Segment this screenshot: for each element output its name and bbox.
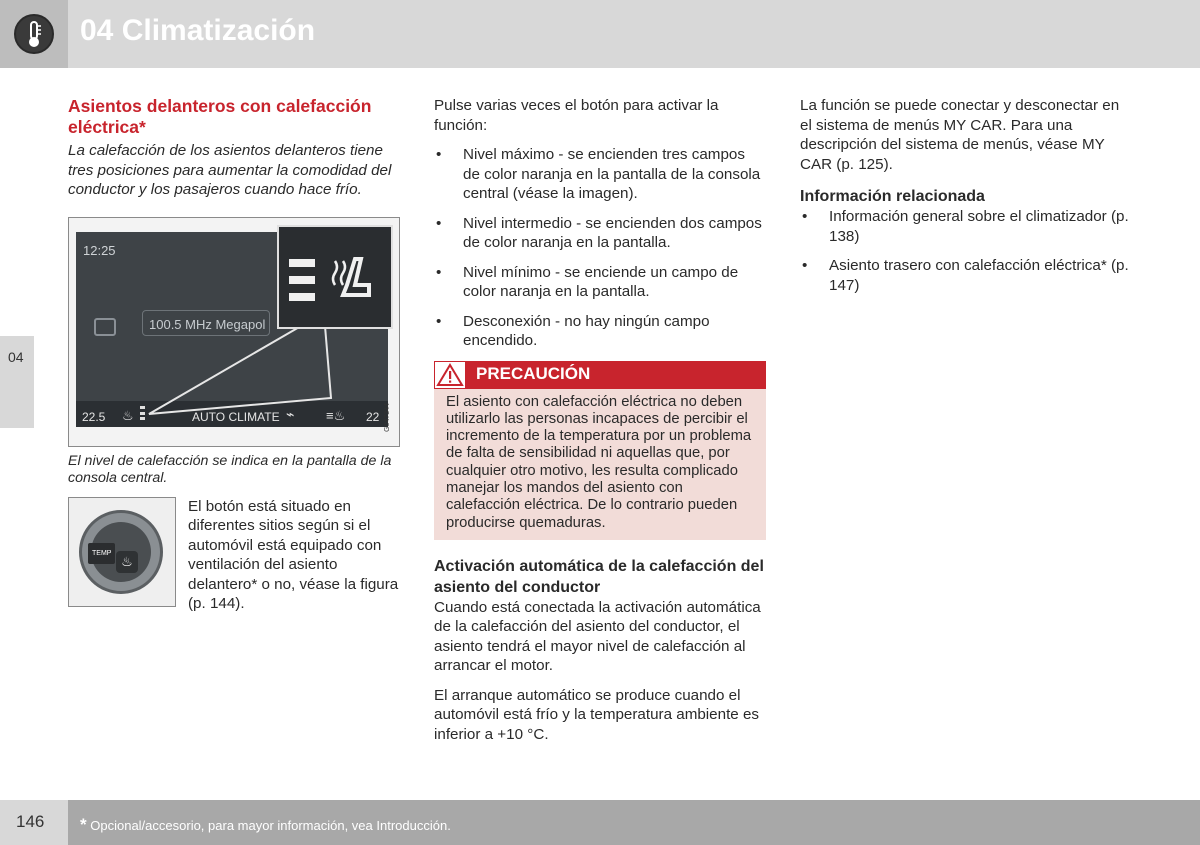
section-title: Asientos delanteros con calefacción eléctrica* xyxy=(68,96,372,137)
temp-right: 22 xyxy=(366,409,380,424)
chapter-tab xyxy=(0,336,34,428)
warning-header xyxy=(434,361,766,389)
seat-heat-left-icon: ♨ xyxy=(122,407,134,423)
temp-left: 22.5 xyxy=(82,409,106,424)
column-2 xyxy=(434,96,766,754)
seat-heat-right-icon: ≡♨ xyxy=(326,407,346,423)
warning-text: El asiento con calefacción eléctrica no deben utilizarlo las personas incapaces de percibir el incremento de la temperatura por un problema de falta de sensibilidad ni aquellas que, por cualquier otro motivo, les resulta complicado manejar los mandos del asiento con calefacción eléctrica. De lo contrario pueden producirse quemaduras. xyxy=(446,393,752,531)
page-title: 04 Climatización xyxy=(80,14,316,47)
mycar-text: La función se puede conectar y desconectar en el sistema de menús MY CAR. Para una descripción del sistema de menús, véase MY CAR (p. 125). xyxy=(800,97,1120,173)
heat-level-list xyxy=(434,145,766,351)
radio-station-box xyxy=(142,310,270,336)
thermometer-icon xyxy=(14,14,54,54)
page-number-box xyxy=(0,800,68,845)
display-figure xyxy=(68,217,400,447)
auto-activation-heading: Activación automática de la calefacción del asiento del conductor xyxy=(434,557,764,596)
section-intro: La calefacción de los asientos delanteros tiene tres posiciones para aumentar la comodidad del conductor y los pasajeros cuando hace frío. xyxy=(68,142,392,198)
fan-seat-icon: ⌁ xyxy=(286,405,295,422)
figure-code: G047344 xyxy=(383,402,391,432)
related-link[interactable]: • Información general sobre el climatizador (p. 138) xyxy=(800,207,1132,246)
figure-caption: El nivel de calefacción se indica en la pantalla de la consola central. xyxy=(68,452,392,486)
footnote-text: Opcional/accesorio, para mayor información, vea Introducción. xyxy=(90,818,451,833)
radio-station: 100.5 MHz Megapol xyxy=(149,316,266,332)
seat-heater-icon xyxy=(325,255,375,307)
footnote-star: * xyxy=(80,815,87,834)
control-knob xyxy=(79,510,163,594)
warning-label: PRECAUCIÓN xyxy=(476,363,591,383)
related-info-list xyxy=(800,207,1132,295)
page-header xyxy=(0,0,1200,68)
auto-climate-label: AUTO CLIMATE xyxy=(192,409,280,424)
list-item: • Nivel mínimo - se enciende un campo de color naranja en la pantalla. xyxy=(434,263,766,302)
footer-note xyxy=(80,815,451,835)
column-1 xyxy=(68,96,400,612)
radio-icon xyxy=(94,318,116,336)
zoom-heat-level-bars xyxy=(289,259,315,307)
temp-button-label: TEMP xyxy=(88,543,115,565)
auto-activation-text: Cuando está conectada la activación automática de la calefacción del asiento del conductor, el asiento tendrá el mayor nivel de calefacción al arrancar el motor. xyxy=(434,598,761,675)
climate-bar xyxy=(76,401,388,427)
page-footer xyxy=(0,800,1200,845)
list-item: • Desconexión - no hay ningún campo encendido. xyxy=(434,312,766,351)
seat-heat-button-image xyxy=(68,497,176,607)
header-icon-box xyxy=(0,0,68,68)
list-item: • Nivel intermedio - se encienden dos campos de color naranja en la pantalla. xyxy=(434,214,766,253)
chapter-tab-label: 04 xyxy=(8,349,24,365)
auto-start-text: El arranque automático se produce cuando el automóvil está frío y la temperatura ambiente es inferior a +10 °C. xyxy=(434,686,760,743)
warning-box xyxy=(434,361,766,540)
related-link[interactable]: • Asiento trasero con calefacción eléctrica* (p. 147) xyxy=(800,256,1132,295)
button-info xyxy=(68,497,400,612)
activation-intro: Pulse varias veces el botón para activar la función: xyxy=(434,97,719,134)
page-number: 146 xyxy=(16,812,45,831)
related-info-heading: Información relacionada xyxy=(800,188,985,205)
warning-triangle-icon xyxy=(434,361,466,389)
zoomed-seat-heat-display xyxy=(277,225,393,329)
screen-time: 12:25 xyxy=(83,242,116,258)
column-3 xyxy=(800,96,1132,305)
heat-level-bars xyxy=(140,406,145,420)
seat-heat-button-icon: ♨ xyxy=(116,551,138,573)
list-item: • Nivel máximo - se encienden tres campos de color naranja en la pantalla de la consola central (véase la imagen). xyxy=(434,145,766,204)
button-location-text: El botón está situado en diferentes sitios según si el automóvil está equipado con ventilación del asiento delantero* o no, véase la figura (p. 144). xyxy=(188,497,399,612)
